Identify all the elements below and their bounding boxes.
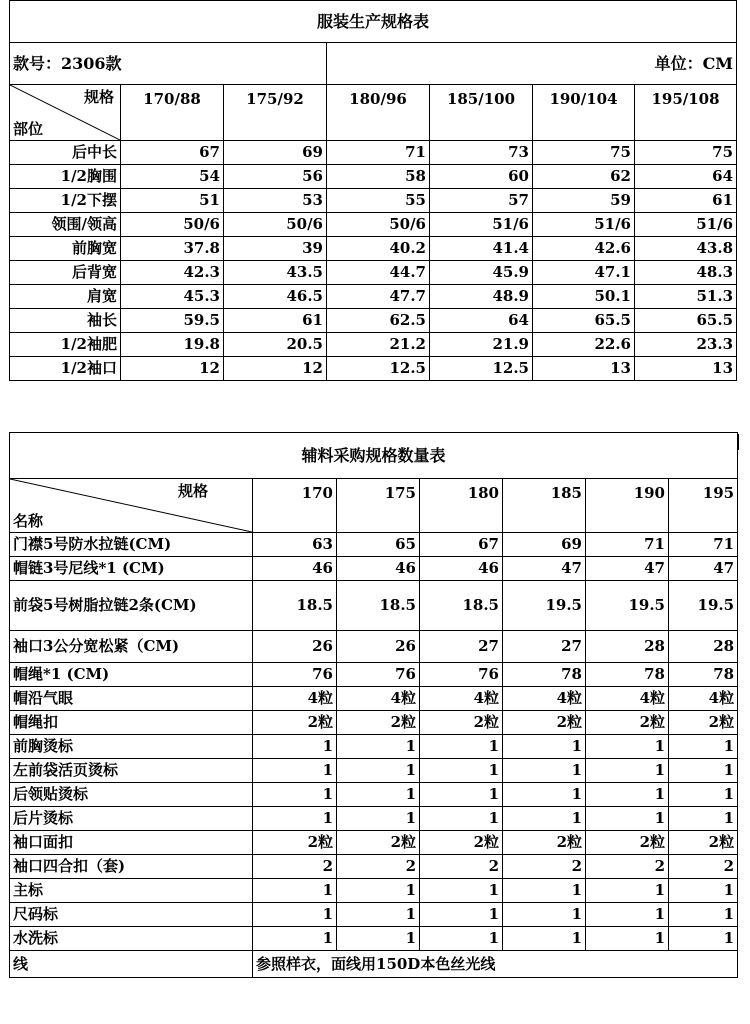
value-cell: 62 (533, 165, 635, 189)
value-cell: 1 (420, 903, 503, 927)
value-cell: 56 (224, 165, 327, 189)
value-cell: 47 (586, 557, 669, 581)
value-cell: 2粒 (420, 831, 503, 855)
size-header: 180 (420, 479, 503, 533)
table-row (10, 879, 738, 903)
value-cell: 1 (503, 807, 586, 831)
thread-label: 线 (10, 951, 253, 978)
value-cell: 19.5 (503, 581, 586, 631)
diagonal-line (10, 479, 252, 532)
value-cell: 12.5 (327, 357, 430, 381)
value-cell: 61 (635, 189, 737, 213)
value-cell: 65.5 (533, 309, 635, 333)
value-cell: 2 (669, 855, 738, 879)
value-cell: 65 (337, 533, 420, 557)
value-cell: 46 (420, 557, 503, 581)
value-cell: 50.1 (533, 285, 635, 309)
value-cell: 42.6 (533, 237, 635, 261)
value-cell: 18.5 (420, 581, 503, 631)
value-cell: 44.7 (327, 261, 430, 285)
value-cell: 2粒 (586, 711, 669, 735)
value-cell: 48.9 (430, 285, 533, 309)
table-row (10, 831, 738, 855)
value-cell: 2粒 (669, 711, 738, 735)
value-cell: 4粒 (669, 687, 738, 711)
value-cell: 63 (253, 533, 337, 557)
value-cell: 1 (420, 735, 503, 759)
value-cell: 22.6 (533, 333, 635, 357)
value-cell: 76 (253, 663, 337, 687)
value-cell: 1 (337, 735, 420, 759)
row-label: 袖口3公分宽松紧（CM) (10, 631, 253, 663)
value-cell: 50/6 (121, 213, 224, 237)
value-cell: 27 (420, 631, 503, 663)
value-cell: 39 (224, 237, 327, 261)
value-cell: 2粒 (669, 831, 738, 855)
value-cell: 1 (253, 879, 337, 903)
value-cell: 50/6 (327, 213, 430, 237)
value-cell: 2粒 (586, 831, 669, 855)
row-label: 左前袋活页烫标 (10, 759, 253, 783)
value-cell: 1 (253, 903, 337, 927)
value-cell: 2粒 (253, 831, 337, 855)
value-cell: 71 (327, 141, 430, 165)
row-label: 水洗标 (10, 927, 253, 951)
value-cell: 46 (337, 557, 420, 581)
value-cell: 2粒 (503, 831, 586, 855)
value-cell: 64 (430, 309, 533, 333)
value-cell: 1 (586, 735, 669, 759)
value-cell: 65.5 (635, 309, 737, 333)
value-cell: 2粒 (420, 711, 503, 735)
value-cell: 1 (586, 927, 669, 951)
accessory-table-title: 辅料采购规格数量表 (10, 433, 738, 479)
value-cell: 61 (224, 309, 327, 333)
value-cell: 78 (586, 663, 669, 687)
value-cell: 2粒 (253, 711, 337, 735)
value-cell: 2 (337, 855, 420, 879)
value-cell: 4粒 (420, 687, 503, 711)
accessory-header-row (10, 479, 738, 533)
value-cell: 1 (586, 879, 669, 903)
row-label: 主标 (10, 879, 253, 903)
value-cell: 48.3 (635, 261, 737, 285)
value-cell: 67 (420, 533, 503, 557)
row-label: 后领贴烫标 (10, 783, 253, 807)
value-cell: 1 (669, 807, 738, 831)
value-cell: 28 (669, 631, 738, 663)
spec-table (9, 0, 737, 381)
row-label: 前袋5号树脂拉链2条(CM) (10, 581, 253, 631)
value-cell: 1 (503, 879, 586, 903)
value-cell: 1 (503, 783, 586, 807)
value-cell: 2 (503, 855, 586, 879)
value-cell: 2 (586, 855, 669, 879)
accessory-table (9, 432, 738, 978)
value-cell: 75 (635, 141, 737, 165)
value-cell: 12 (121, 357, 224, 381)
value-cell: 18.5 (253, 581, 337, 631)
value-cell: 4粒 (586, 687, 669, 711)
table-row (10, 783, 738, 807)
value-cell: 1 (669, 783, 738, 807)
value-cell: 1 (669, 879, 738, 903)
thread-row (10, 951, 738, 978)
row-label: 门襟5号防水拉链(CM) (10, 533, 253, 557)
table-row (10, 927, 738, 951)
value-cell: 45.3 (121, 285, 224, 309)
value-cell: 2 (253, 855, 337, 879)
row-label: 袖口面扣 (10, 831, 253, 855)
table-row (10, 357, 737, 381)
value-cell: 62.5 (327, 309, 430, 333)
value-cell: 1 (586, 783, 669, 807)
value-cell: 23.3 (635, 333, 737, 357)
table-row (10, 687, 738, 711)
table-row (10, 213, 737, 237)
value-cell: 27 (503, 631, 586, 663)
value-cell: 47.1 (533, 261, 635, 285)
value-cell: 21.2 (327, 333, 430, 357)
size-header: 190 (586, 479, 669, 533)
value-cell: 1 (253, 783, 337, 807)
value-cell: 1 (586, 903, 669, 927)
value-cell: 78 (669, 663, 738, 687)
size-header: 195/108 (635, 85, 737, 141)
value-cell: 4粒 (337, 687, 420, 711)
value-cell: 60 (430, 165, 533, 189)
value-cell: 1 (337, 879, 420, 903)
value-cell: 12 (224, 357, 327, 381)
row-label: 1/2胸围 (10, 165, 121, 189)
value-cell: 4粒 (253, 687, 337, 711)
row-label: 1/2袖肥 (10, 333, 121, 357)
value-cell: 76 (337, 663, 420, 687)
table-row (10, 557, 738, 581)
value-cell: 1 (669, 759, 738, 783)
value-cell: 43.5 (224, 261, 327, 285)
row-label: 后中长 (10, 141, 121, 165)
value-cell: 58 (327, 165, 430, 189)
value-cell: 51/6 (430, 213, 533, 237)
value-cell: 1 (253, 735, 337, 759)
value-cell: 18.5 (337, 581, 420, 631)
spec-table-title: 服装生产规格表 (10, 1, 737, 43)
row-label: 肩宽 (10, 285, 121, 309)
table-row (10, 711, 738, 735)
value-cell: 64 (635, 165, 737, 189)
value-cell: 1 (503, 759, 586, 783)
value-cell: 59.5 (121, 309, 224, 333)
value-cell: 40.2 (327, 237, 430, 261)
corner-size-label: 规格 (83, 88, 114, 106)
value-cell: 1 (337, 903, 420, 927)
value-cell: 71 (586, 533, 669, 557)
size-header: 175 (337, 479, 420, 533)
table-row (10, 663, 738, 687)
value-cell: 46 (253, 557, 337, 581)
table-row (10, 735, 738, 759)
table-row (10, 309, 737, 333)
value-cell: 1 (337, 783, 420, 807)
value-cell: 37.8 (121, 237, 224, 261)
table-row (10, 141, 737, 165)
value-cell: 54 (121, 165, 224, 189)
value-cell: 1 (503, 903, 586, 927)
table-row (10, 285, 737, 309)
value-cell: 47 (669, 557, 738, 581)
value-cell: 53 (224, 189, 327, 213)
value-cell: 46.5 (224, 285, 327, 309)
value-cell: 51.3 (635, 285, 737, 309)
spec-table-body (10, 141, 737, 381)
size-header: 170 (253, 479, 337, 533)
value-cell: 1 (420, 759, 503, 783)
table-row (10, 631, 738, 663)
size-header: 175/92 (224, 85, 327, 141)
value-cell: 19.8 (121, 333, 224, 357)
value-cell: 76 (420, 663, 503, 687)
row-label: 领围/领高 (10, 213, 121, 237)
table-row (10, 855, 738, 879)
value-cell: 67 (121, 141, 224, 165)
value-cell: 19.5 (586, 581, 669, 631)
size-header: 180/96 (327, 85, 430, 141)
value-cell: 26 (337, 631, 420, 663)
row-label: 帽链3号尼线*1 (CM) (10, 557, 253, 581)
row-label: 1/2袖口 (10, 357, 121, 381)
value-cell: 55 (327, 189, 430, 213)
value-cell: 1 (253, 759, 337, 783)
value-cell: 47.7 (327, 285, 430, 309)
value-cell: 1 (253, 807, 337, 831)
value-cell: 69 (503, 533, 586, 557)
size-header: 185 (503, 479, 586, 533)
accessory-table-body (10, 533, 738, 951)
value-cell: 1 (669, 903, 738, 927)
value-cell: 13 (533, 357, 635, 381)
value-cell: 73 (430, 141, 533, 165)
value-cell: 47 (503, 557, 586, 581)
row-label: 袖长 (10, 309, 121, 333)
value-cell: 78 (503, 663, 586, 687)
row-label: 1/2下摆 (10, 189, 121, 213)
table-row (10, 903, 738, 927)
row-label: 后背宽 (10, 261, 121, 285)
value-cell: 1 (586, 807, 669, 831)
table-row (10, 333, 737, 357)
row-label: 前胸宽 (10, 237, 121, 261)
value-cell: 1 (586, 759, 669, 783)
size-header: 185/100 (430, 85, 533, 141)
row-label: 尺码标 (10, 903, 253, 927)
value-cell: 1 (503, 927, 586, 951)
value-cell: 69 (224, 141, 327, 165)
unit-label: 单位：CM (327, 43, 737, 85)
value-cell: 2粒 (337, 711, 420, 735)
value-cell: 1 (420, 807, 503, 831)
row-label: 帽绳*1 (CM) (10, 663, 253, 687)
value-cell: 28 (586, 631, 669, 663)
value-cell: 26 (253, 631, 337, 663)
value-cell: 51/6 (635, 213, 737, 237)
value-cell: 2粒 (503, 711, 586, 735)
row-label: 袖口四合扣（套) (10, 855, 253, 879)
table-row (10, 807, 738, 831)
accessory-corner-cell (10, 479, 253, 533)
value-cell: 2 (420, 855, 503, 879)
value-cell: 42.3 (121, 261, 224, 285)
size-header: 170/88 (121, 85, 224, 141)
size-header: 190/104 (533, 85, 635, 141)
edge-mark (737, 434, 739, 450)
value-cell: 50/6 (224, 213, 327, 237)
value-cell: 45.9 (430, 261, 533, 285)
value-cell: 41.4 (430, 237, 533, 261)
row-label: 帽绳扣 (10, 711, 253, 735)
row-label: 帽沿气眼 (10, 687, 253, 711)
value-cell: 1 (253, 927, 337, 951)
value-cell: 4粒 (503, 687, 586, 711)
value-cell: 1 (669, 927, 738, 951)
spec-corner-cell (10, 85, 121, 141)
table-row (10, 261, 737, 285)
value-cell: 1 (503, 735, 586, 759)
value-cell: 1 (669, 735, 738, 759)
corner-part-label: 部位 (13, 119, 44, 138)
corner-size-label: 规格 (177, 482, 208, 500)
value-cell: 13 (635, 357, 737, 381)
value-cell: 1 (337, 759, 420, 783)
value-cell: 21.9 (430, 333, 533, 357)
row-label: 前胸烫标 (10, 735, 253, 759)
spec-header-row (10, 85, 737, 141)
corner-name-label: 名称 (13, 511, 44, 530)
value-cell: 57 (430, 189, 533, 213)
table-row (10, 581, 738, 631)
value-cell: 19.5 (669, 581, 738, 631)
table-row (10, 189, 737, 213)
value-cell: 71 (669, 533, 738, 557)
table-row (10, 165, 737, 189)
value-cell: 2粒 (337, 831, 420, 855)
table-row (10, 237, 737, 261)
value-cell: 1 (420, 783, 503, 807)
value-cell: 1 (337, 927, 420, 951)
value-cell: 1 (337, 807, 420, 831)
value-cell: 51 (121, 189, 224, 213)
style-number: 款号：2306款 (10, 43, 327, 85)
size-header: 195 (669, 479, 738, 533)
value-cell: 1 (420, 879, 503, 903)
value-cell: 59 (533, 189, 635, 213)
value-cell: 75 (533, 141, 635, 165)
value-cell: 20.5 (224, 333, 327, 357)
value-cell: 12.5 (430, 357, 533, 381)
value-cell: 1 (420, 927, 503, 951)
table-row (10, 759, 738, 783)
thread-note: 参照样衣，面线用150D本色丝光线 (253, 951, 738, 978)
table-row (10, 533, 738, 557)
row-label: 后片烫标 (10, 807, 253, 831)
value-cell: 51/6 (533, 213, 635, 237)
value-cell: 43.8 (635, 237, 737, 261)
